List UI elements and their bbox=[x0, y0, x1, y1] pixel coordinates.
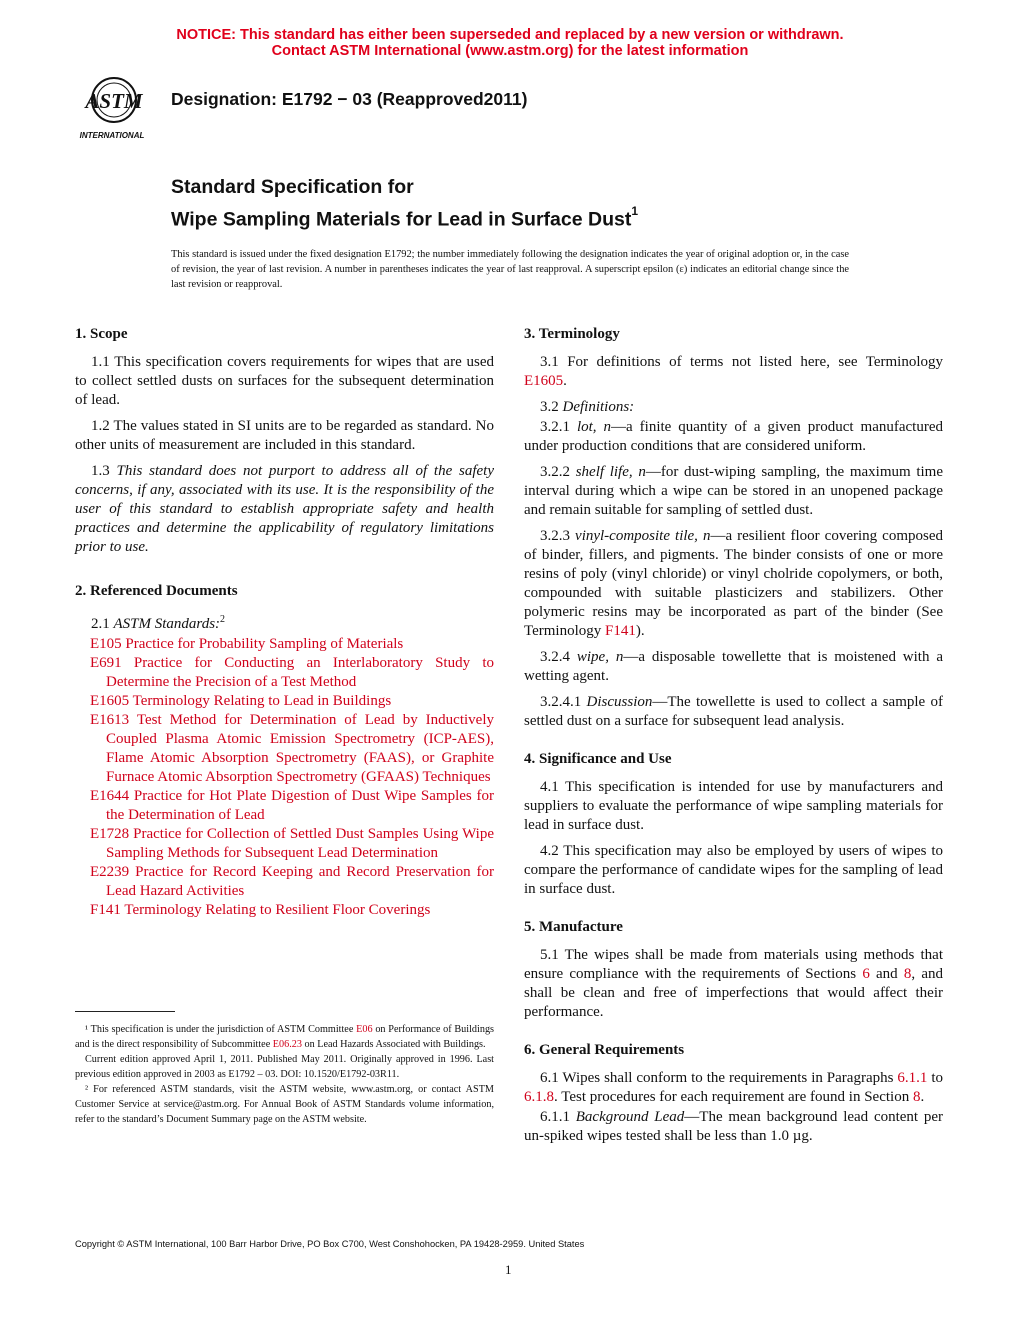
para-3-2-number: 3.2 bbox=[540, 399, 563, 415]
para-3-2-2-number: 3.2.2 bbox=[540, 464, 576, 480]
footnote-1-text-2: on Performance of Buildings and is the direct responsibility of Subcommittee bbox=[75, 1024, 495, 1050]
footnote-2: ² For referenced ASTM standards, visit the ASTM website, www.astm.org, or contact ASTM Customer Service at service@astm.org. For Annual Book of ASTM Standards volume information, refer to the standard’s Document Summary page on the ASTM website. bbox=[75, 1084, 494, 1125]
reference-link[interactable]: E1644 bbox=[90, 788, 130, 804]
reference-title[interactable]: Terminology Relating to Lead in Buildings bbox=[129, 693, 392, 709]
para-3-2-4-1-number: 3.2.4.1 bbox=[540, 694, 587, 710]
footnote-divider bbox=[75, 1011, 175, 1012]
term-background-lead: Background Lead bbox=[575, 1109, 685, 1125]
para-3-2-3-number: 3.2.3 bbox=[540, 528, 576, 544]
reference-title[interactable]: Practice for Record Keeping and Record Preservation for Lead Hazard Activities bbox=[106, 864, 494, 899]
reference-item bbox=[90, 635, 494, 654]
para-3-2-3-end: ). bbox=[635, 623, 645, 639]
section-4-heading: 4. Significance and Use bbox=[524, 751, 672, 767]
reference-title[interactable]: Terminology Relating to Resilient Floor Coverings bbox=[120, 902, 431, 918]
link-section-6[interactable]: 6 bbox=[862, 966, 870, 982]
designation: Designation: E1792 − 03 (Reapproved2011) bbox=[171, 89, 528, 109]
para-6-1-text: 6.1 Wipes shall conform to the requirements in Paragraphs bbox=[540, 1070, 898, 1086]
link-e1605[interactable]: E1605 bbox=[524, 373, 564, 389]
para-6-1-1-text: —The mean background lead content per un-spiked wipes tested shall be less than 1.0 µg. bbox=[524, 1109, 944, 1144]
title-footnote-ref[interactable]: 1 bbox=[631, 204, 639, 218]
document-title bbox=[171, 174, 638, 234]
para-3-2-1 bbox=[524, 418, 943, 456]
reference-item bbox=[90, 901, 494, 920]
link-section-8[interactable]: 8 bbox=[903, 966, 912, 982]
para-1-3 bbox=[75, 462, 494, 557]
reference-title[interactable]: Practice for Conducting an Interlaboratory Study to Determine the Precision of a Test Method bbox=[106, 655, 494, 690]
right-column bbox=[524, 325, 943, 1153]
standard-intro: This standard is issued under the fixed designation E1792; the number immediately following the designation indicates the year of original adoption or, in the case of revision, the year of last revision. A number in parentheses indicates the year of last reapproval. A superscript epsilon (ε) indicates an editorial change since the last revision or reapproval. bbox=[171, 249, 849, 290]
para-1-2: 1.2 The values stated in SI units are to be regarded as standard. No other units of measurement are included in this standard. bbox=[75, 418, 494, 453]
reference-item bbox=[90, 711, 494, 787]
para-6-1 bbox=[524, 1069, 943, 1107]
para-1-3-text: This standard does not purport to address all of the safety concerns, if any, associated with its use. It is the responsibility of the user of this standard to establish appropriate safety and health practices and determine the applicability of regulatory limitations prior to use. bbox=[75, 463, 495, 555]
para-3-2-3-text: —a resilient floor covering composed of binder, fillers, and pigments. The binder consists of one or more resins of poly (vinyl chloride) or vinyl cholride copolymers, or both, compounded with suitable plasticizers and stabilizers. Other polymeric resins may be incorporated as part of the binder (See Terminology bbox=[524, 528, 943, 639]
reference-link[interactable]: E1605 bbox=[90, 693, 130, 709]
para-6-1-1 bbox=[524, 1108, 943, 1146]
para-3-2-4-text: —a disposable towellette that is moistened with a wetting agent. bbox=[524, 649, 943, 684]
para-3-1: 3.1 For definitions of terms not listed here, see Terminology E1605. bbox=[524, 354, 943, 389]
reference-title[interactable]: Practice for Hot Plate Digestion of Dust Wipe Samples for the Determination of Lead bbox=[106, 788, 494, 823]
astm-logo bbox=[76, 72, 161, 142]
para-3-2-4 bbox=[524, 648, 943, 686]
para-5-1 bbox=[524, 946, 943, 1022]
astm-logo-graphic bbox=[76, 72, 161, 142]
link-section-8-b[interactable]: 8 bbox=[912, 1089, 921, 1105]
page-number: 1 bbox=[505, 1262, 512, 1277]
para-5-1-and: and bbox=[869, 966, 904, 982]
para-6-1-end: . bbox=[920, 1089, 925, 1105]
footnote-link-e06-23[interactable]: E06.23 bbox=[272, 1039, 302, 1050]
para-3-2-1-number: 3.2.1 bbox=[540, 419, 577, 435]
para-3-2-4-1 bbox=[524, 693, 943, 731]
para-1-3-number: 1.3 bbox=[91, 463, 117, 479]
reference-item bbox=[90, 654, 494, 692]
para-3-2-text: Definitions: bbox=[562, 399, 635, 415]
para-2-1-footnote-ref[interactable]: 2 bbox=[220, 614, 226, 625]
link-6-1-1[interactable]: 6.1.1 bbox=[897, 1070, 928, 1086]
title-line-2-text: Wipe Sampling Materials for Lead in Surface Dust bbox=[171, 208, 632, 231]
footnote-link-e06[interactable]: E06 bbox=[356, 1024, 373, 1035]
footnote-1-text: ¹ This specification is under the jurisdiction of ASTM Committee bbox=[85, 1024, 357, 1035]
footnotes bbox=[75, 1022, 494, 1127]
para-5-1-text: 5.1 The wipes shall be made from materials using methods that ensure compliance with the requirements of Sections bbox=[524, 947, 943, 982]
reference-list bbox=[75, 635, 494, 920]
para-1-1: 1.1 This specification covers requirements for wipes that are used to collect settled dusts on surfaces for the subsequent determination of lead. bbox=[75, 354, 494, 408]
copyright: Copyright © ASTM International, 100 Barr Harbor Drive, PO Box C700, West Conshohocken, PA 19428-2959. United States bbox=[75, 1239, 585, 1249]
reference-item bbox=[90, 692, 494, 711]
term-discussion: Discussion bbox=[586, 694, 653, 710]
term-wipe: wipe, n bbox=[576, 649, 624, 665]
para-6-1-text-2: . Test procedures for each requirement are found in Section bbox=[554, 1089, 913, 1105]
reference-item bbox=[90, 787, 494, 825]
reference-title[interactable]: Test Method for Determination of Lead by Inductively Coupled Plasma Atomic Emission Spectrometry (ICP-AES), Flame Atomic Absorption Spectrometry (FAAS), or Graphite Furnace Atomic Absorption Spectrometry (GFAAS) Techniques bbox=[106, 712, 494, 785]
left-column bbox=[75, 325, 494, 920]
para-4-1: 4.1 This specification is intended for use by manufacturers and suppliers to evaluate the performance of wipe sampling materials for lead in surface dust. bbox=[524, 779, 943, 833]
reference-item bbox=[90, 863, 494, 901]
para-3-2-2-text: —for dust-wiping sampling, the maximum time interval during which a wipe can be stored in an unopened package and remain suitable for sampling of settled dust. bbox=[524, 464, 944, 518]
notice-line-1: NOTICE: This standard has either been superseded and replaced by a new version or withdrawn. bbox=[176, 27, 844, 43]
section-5-heading: 5. Manufacture bbox=[524, 919, 623, 935]
notice-banner bbox=[0, 27, 1020, 59]
section-2-heading: 2. Referenced Documents bbox=[75, 583, 238, 599]
link-6-1-8[interactable]: 6.1.8 bbox=[524, 1089, 554, 1105]
term-vinyl-composite-tile: vinyl-composite tile, n bbox=[575, 528, 711, 544]
section-1-heading: 1. Scope bbox=[75, 326, 128, 342]
reference-link[interactable]: F141 bbox=[90, 902, 121, 918]
reference-item bbox=[90, 825, 494, 863]
section-6-heading: 6. General Requirements bbox=[524, 1042, 685, 1058]
reference-link[interactable]: E105 bbox=[90, 636, 122, 652]
para-3-2-3 bbox=[524, 527, 943, 641]
reference-link[interactable]: E1613 bbox=[90, 712, 130, 728]
para-3-2-4-1-text: —The towellette is used to collect a sample of settled dust on a surface for subsequent lead analysis. bbox=[524, 694, 943, 729]
footnote-1-text-3: on Lead Hazards Associated with Buildings. bbox=[301, 1039, 486, 1050]
link-f141[interactable]: F141 bbox=[605, 623, 636, 639]
reference-link[interactable]: E691 bbox=[90, 655, 122, 671]
para-2-1-text: ASTM Standards: bbox=[113, 616, 221, 632]
para-4-2: 4.2 This specification may also be employed by users of wipes to compare the performance of candidate wipes for the sampling of lead in surface dust. bbox=[524, 843, 943, 897]
para-2-1 bbox=[75, 610, 494, 634]
astm-logo-subtext: INTERNATIONAL bbox=[79, 131, 145, 140]
para-6-1-1-number: 6.1.1 bbox=[540, 1109, 576, 1125]
reference-title[interactable]: Practice for Probability Sampling of Materials bbox=[121, 636, 404, 652]
term-lot: lot, n bbox=[576, 419, 612, 435]
para-3-2-1-text: —a finite quantity of a given product manufactured under production conditions that are considered uniform. bbox=[524, 419, 944, 454]
para-5-1-text-2: , and shall be clean and free of imperfections that would affect their performance. bbox=[524, 966, 943, 1020]
footnote-1-edition: Current edition approved April 1, 2011. Published May 2011. Originally approved in 1996. Last previous edition approved in 2003 as E1792 – 03. DOI: 10.1520/E1792-03R11. bbox=[75, 1054, 494, 1080]
para-2-1-number: 2.1 bbox=[91, 616, 114, 632]
reference-title[interactable]: Practice for Collection of Settled Dust Samples Using Wipe Sampling Methods for Subsequent Lead Determination bbox=[106, 826, 494, 861]
reference-link[interactable]: E1728 bbox=[90, 826, 130, 842]
para-3-2 bbox=[524, 398, 943, 417]
para-6-1-to: to bbox=[927, 1070, 943, 1086]
title-line-1: Standard Specification for bbox=[171, 176, 414, 198]
para-3-2-4-number: 3.2.4 bbox=[540, 649, 577, 665]
title-line-2 bbox=[171, 201, 638, 234]
para-3-1-text: 3.1 For definitions of terms not listed here, see Terminology bbox=[540, 354, 943, 370]
footnote-1 bbox=[75, 1022, 494, 1052]
section-3-heading: 3. Terminology bbox=[524, 326, 620, 342]
notice-line-2: Contact ASTM International (www.astm.org) for the latest information bbox=[271, 43, 749, 59]
term-shelf-life: shelf life, n bbox=[575, 464, 646, 480]
para-3-2-2 bbox=[524, 463, 943, 520]
reference-link[interactable]: E2239 bbox=[90, 864, 130, 880]
astm-logo-text: ASTM bbox=[85, 89, 143, 113]
